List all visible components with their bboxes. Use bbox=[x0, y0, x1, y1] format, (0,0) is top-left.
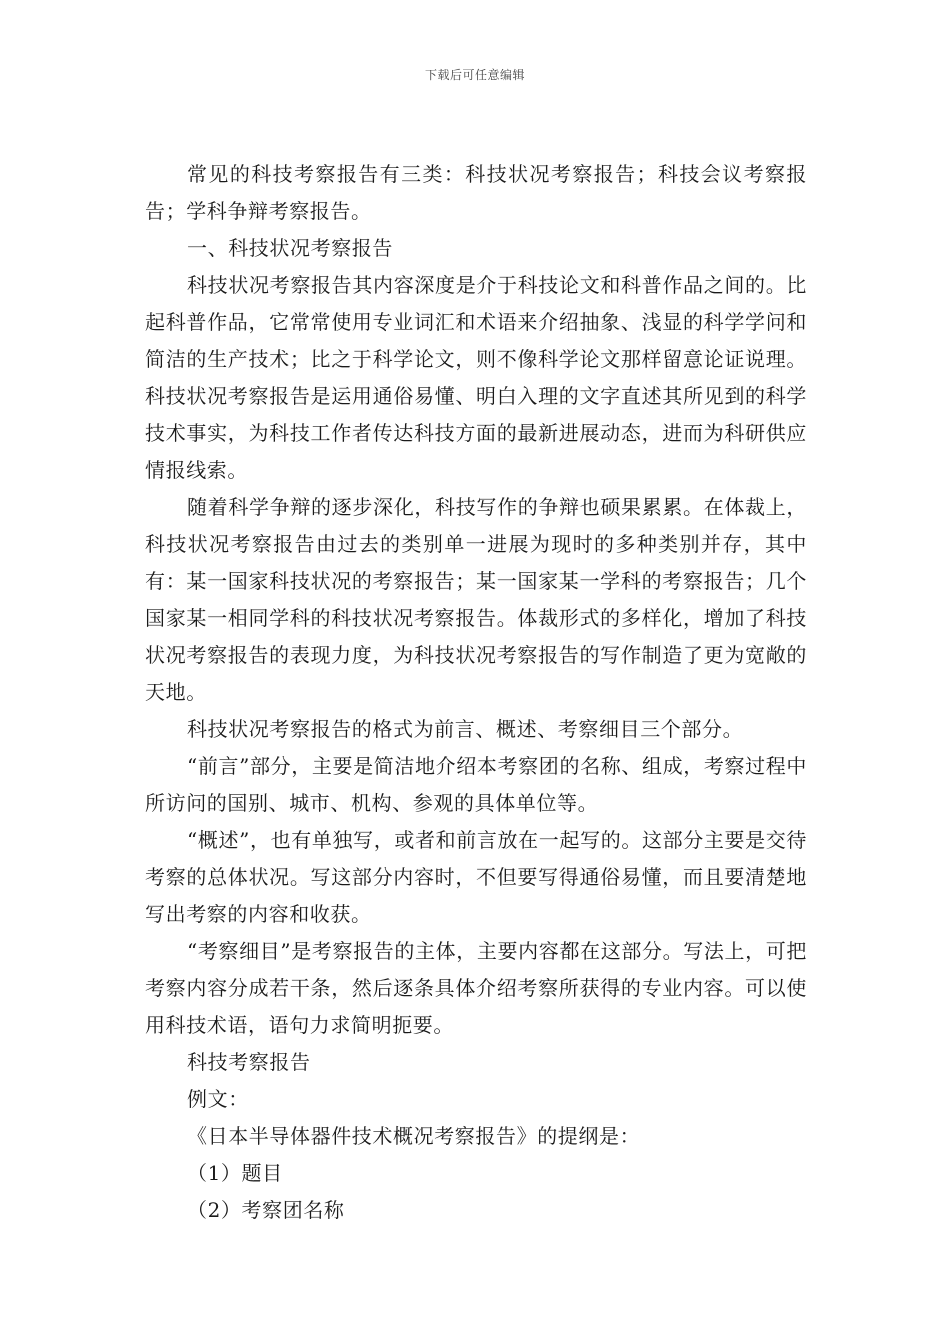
subheading: 科技考察报告 bbox=[187, 1050, 311, 1074]
outline-item: （1）题目 bbox=[187, 1161, 283, 1185]
paragraph: “概述”，也有单独写，或者和前言放在一起写的。这部分主要是交待考察的总体状况。写这部分内容时，不但要写得通俗易懂，而且要清楚地写出考察的内容和收获。 bbox=[145, 828, 807, 926]
paragraph: “前言”部分，主要是简洁地介绍本考察团的名称、组成，考察过程中所访问的国别、城市、机构、参观的具体单位等。 bbox=[145, 754, 807, 815]
paragraph: “考察细目”是考察报告的主体，主要内容都在这部分。写法上，可把考察内容分成若干条，然后逐条具体介绍考察所获得的专业内容。可以使用科技术语，语句力求简明扼要。 bbox=[145, 939, 807, 1037]
outline-intro: 《日本半导体器件技术概况考察报告》的提纲是： bbox=[187, 1124, 641, 1148]
paragraph-intro: 常见的科技考察报告有三类：科技状况考察报告；科技会议考察报告；学科争辩考察报告。 bbox=[145, 162, 807, 223]
paragraph: 科技状况考察报告的格式为前言、概述、考察细目三个部分。 bbox=[187, 717, 744, 741]
example-label: 例文： bbox=[187, 1087, 249, 1111]
section-heading: 一、科技状况考察报告 bbox=[187, 236, 393, 260]
paragraph: 随着科学争辩的逐步深化，科技写作的争辩也硕果累累。在体裁上，科技状况考察报告由过去的类别单一进展为现时的多种类别并存，其中有：某一国家科技状况的考察报告；某一国家某一学科的考察报告；几个国家某一相同学科的科技状况考察报告。体裁形式的多样化，增加了科技状况考察报告的表现力度，为科技状况考察报告的写作制造了更为宽敞的天地。 bbox=[145, 495, 807, 704]
paragraph: 科技状况考察报告其内容深度是介于科技论文和科普作品之间的。比起科普作品，它常常使用专业词汇和术语来介绍抽象、浅显的科学学问和简洁的生产技术；比之于科学论文，则不像科学论文那样留意论证说理。科技状况考察报告是运用通俗易懂、明白入理的文字直述其所见到的科学技术事实，为科技工作者传达科技方面的最新进展动态，进而为科研供应情报线索。 bbox=[145, 273, 807, 482]
outline-item: （2）考察团名称 bbox=[187, 1198, 345, 1222]
document-body bbox=[145, 156, 807, 1229]
page-header: 下载后可任意编辑 bbox=[424, 68, 525, 82]
